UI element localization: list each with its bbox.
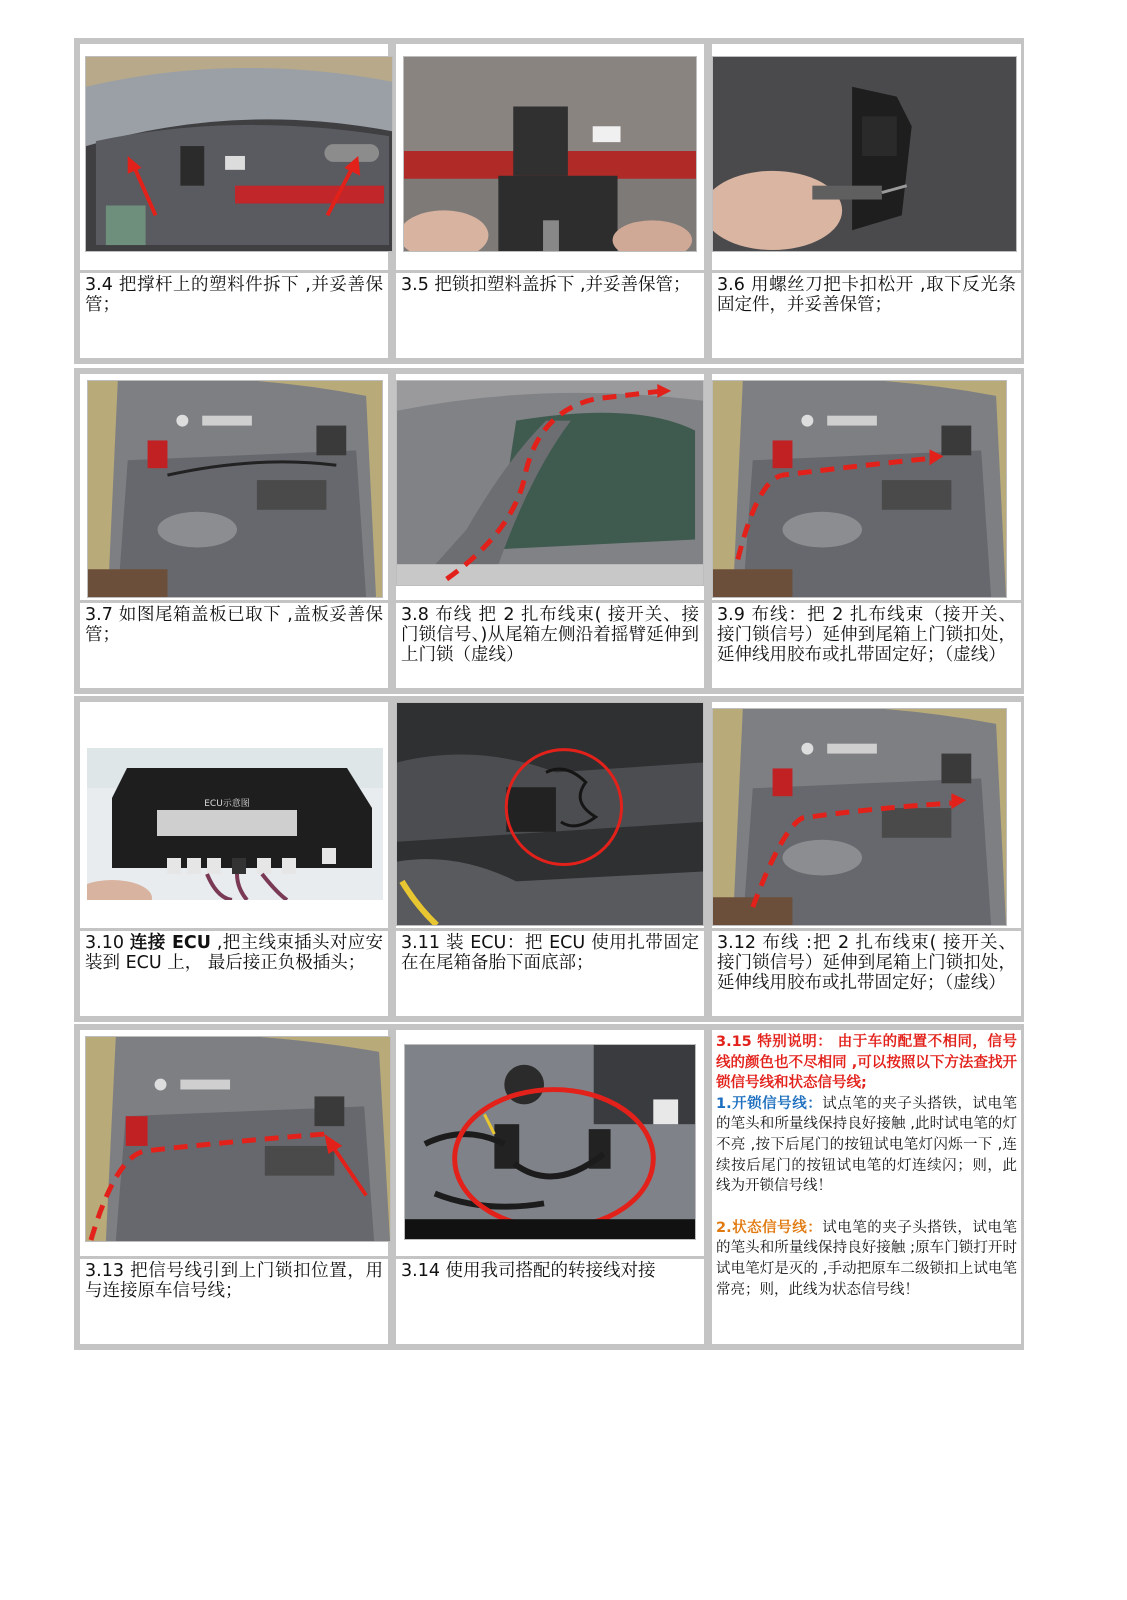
photo-strut-plastic bbox=[85, 56, 393, 252]
cell-3-5 bbox=[396, 44, 704, 358]
photo-wiring-to-lock-2 bbox=[712, 708, 1007, 926]
cell-3-15 bbox=[712, 1030, 1021, 1344]
photo-wiring-along-hinge bbox=[396, 380, 704, 586]
special-note-heading: 3.15 特别说明： 由于车的配置不相同，信号线的颜色也不尽相同 ,可以按照以下方法查找开锁信号线和状态信号线; bbox=[716, 1034, 1017, 1092]
item1-title: 1.开锁信号线： bbox=[716, 1095, 823, 1112]
caption-3-10-prefix: 3.10 bbox=[85, 933, 130, 953]
item2-text: 试电笔的夹子头搭铁，试电笔的笔头和所量线保持良好接触 ;原车门锁打开时试电笔灯是灭的 ,手动把原车二级锁扣上试电笔常亮；则，此线为状态信号线！ bbox=[716, 1219, 1017, 1298]
cell-3-13 bbox=[80, 1030, 388, 1344]
item2-title: 2.状态信号线： bbox=[716, 1219, 823, 1236]
caption-3-4: 3.4 把撑杆上的塑料件拆下 ,并妥善保管； bbox=[80, 270, 388, 360]
cell-3-7 bbox=[80, 374, 388, 688]
caption-3-9: 3.9 布线：把 2 扎布线束（接开关、接门锁信号）延伸到尾箱上门锁扣处，延伸线用胶布或扎带固定好；（虚线） bbox=[712, 600, 1021, 690]
cell-3-4 bbox=[80, 44, 388, 358]
row-2 bbox=[74, 368, 1024, 694]
cell-3-9 bbox=[712, 374, 1021, 688]
caption-3-10-bold: 连接 ECU bbox=[129, 933, 211, 953]
caption-3-13: 3.13 把信号线引到上门锁扣位置，用与连接原车信号线； bbox=[80, 1256, 388, 1346]
row-1 bbox=[74, 38, 1024, 364]
cell-3-10 bbox=[80, 702, 388, 1016]
row-4 bbox=[74, 1024, 1024, 1350]
cell-3-11 bbox=[396, 702, 704, 1016]
photo-trunk-cover-removed bbox=[87, 380, 383, 598]
photo-ecu-unit bbox=[87, 748, 383, 900]
special-note bbox=[716, 1032, 1017, 1300]
cell-3-12 bbox=[712, 702, 1021, 1016]
caption-3-6: 3.6 用螺丝刀把卡扣松开 ,取下反光条固定件，并妥善保管； bbox=[712, 270, 1021, 360]
photo-lock-cover bbox=[403, 56, 697, 252]
caption-3-10 bbox=[80, 928, 388, 1018]
photo-adapter-connection bbox=[404, 1044, 696, 1240]
cell-3-6 bbox=[712, 44, 1021, 358]
caption-3-10-rest: ,把主线束插头对应安装到 ECU 上， 最后接正负极插头； bbox=[85, 933, 384, 973]
ecu-label: ECU示意图 bbox=[204, 799, 250, 809]
caption-3-12: 3.12 布线 :把 2 扎布线束( 接开关、接门锁信号）延伸到尾箱上门锁扣处，延伸线用胶布或扎带固定好；（虚线） bbox=[712, 928, 1021, 1018]
row-3 bbox=[74, 696, 1024, 1022]
photo-signal-line-to-lock bbox=[85, 1036, 391, 1242]
photo-reflector-clip bbox=[712, 56, 1017, 252]
caption-3-8: 3.8 布线 把 2 扎布线束( 接开关、接门锁信号、)从尾箱左侧沿着摇臂延伸到上门锁（虚线） bbox=[396, 600, 704, 690]
photo-wiring-to-lock bbox=[712, 380, 1007, 598]
caption-3-11: 3.11 装 ECU：把 ECU 使用扎带固定在在尾箱备胎下面底部； bbox=[396, 928, 704, 1018]
cell-3-8 bbox=[396, 374, 704, 688]
item1-text: 试点笔的夹子头搭铁，试电笔的笔头和所量线保持良好接触 ,此时试电笔的灯不亮 ,按下后尾门的按钮试电笔灯闪烁一下 ,连续按后尾门的按钮试电笔的灯连续闪；则，此线为开锁信号线！ bbox=[716, 1095, 1017, 1195]
cell-3-14 bbox=[396, 1030, 704, 1344]
caption-3-5: 3.5 把锁扣塑料盖拆下 ,并妥善保管； bbox=[396, 270, 704, 360]
caption-3-14: 3.14 使用我司搭配的转接线对接 bbox=[396, 1256, 704, 1346]
caption-3-7: 3.7 如图尾箱盖板已取下 ,盖板妥善保管； bbox=[80, 600, 388, 690]
spacer bbox=[716, 1197, 1017, 1218]
photo-ecu-mounted bbox=[396, 702, 704, 926]
